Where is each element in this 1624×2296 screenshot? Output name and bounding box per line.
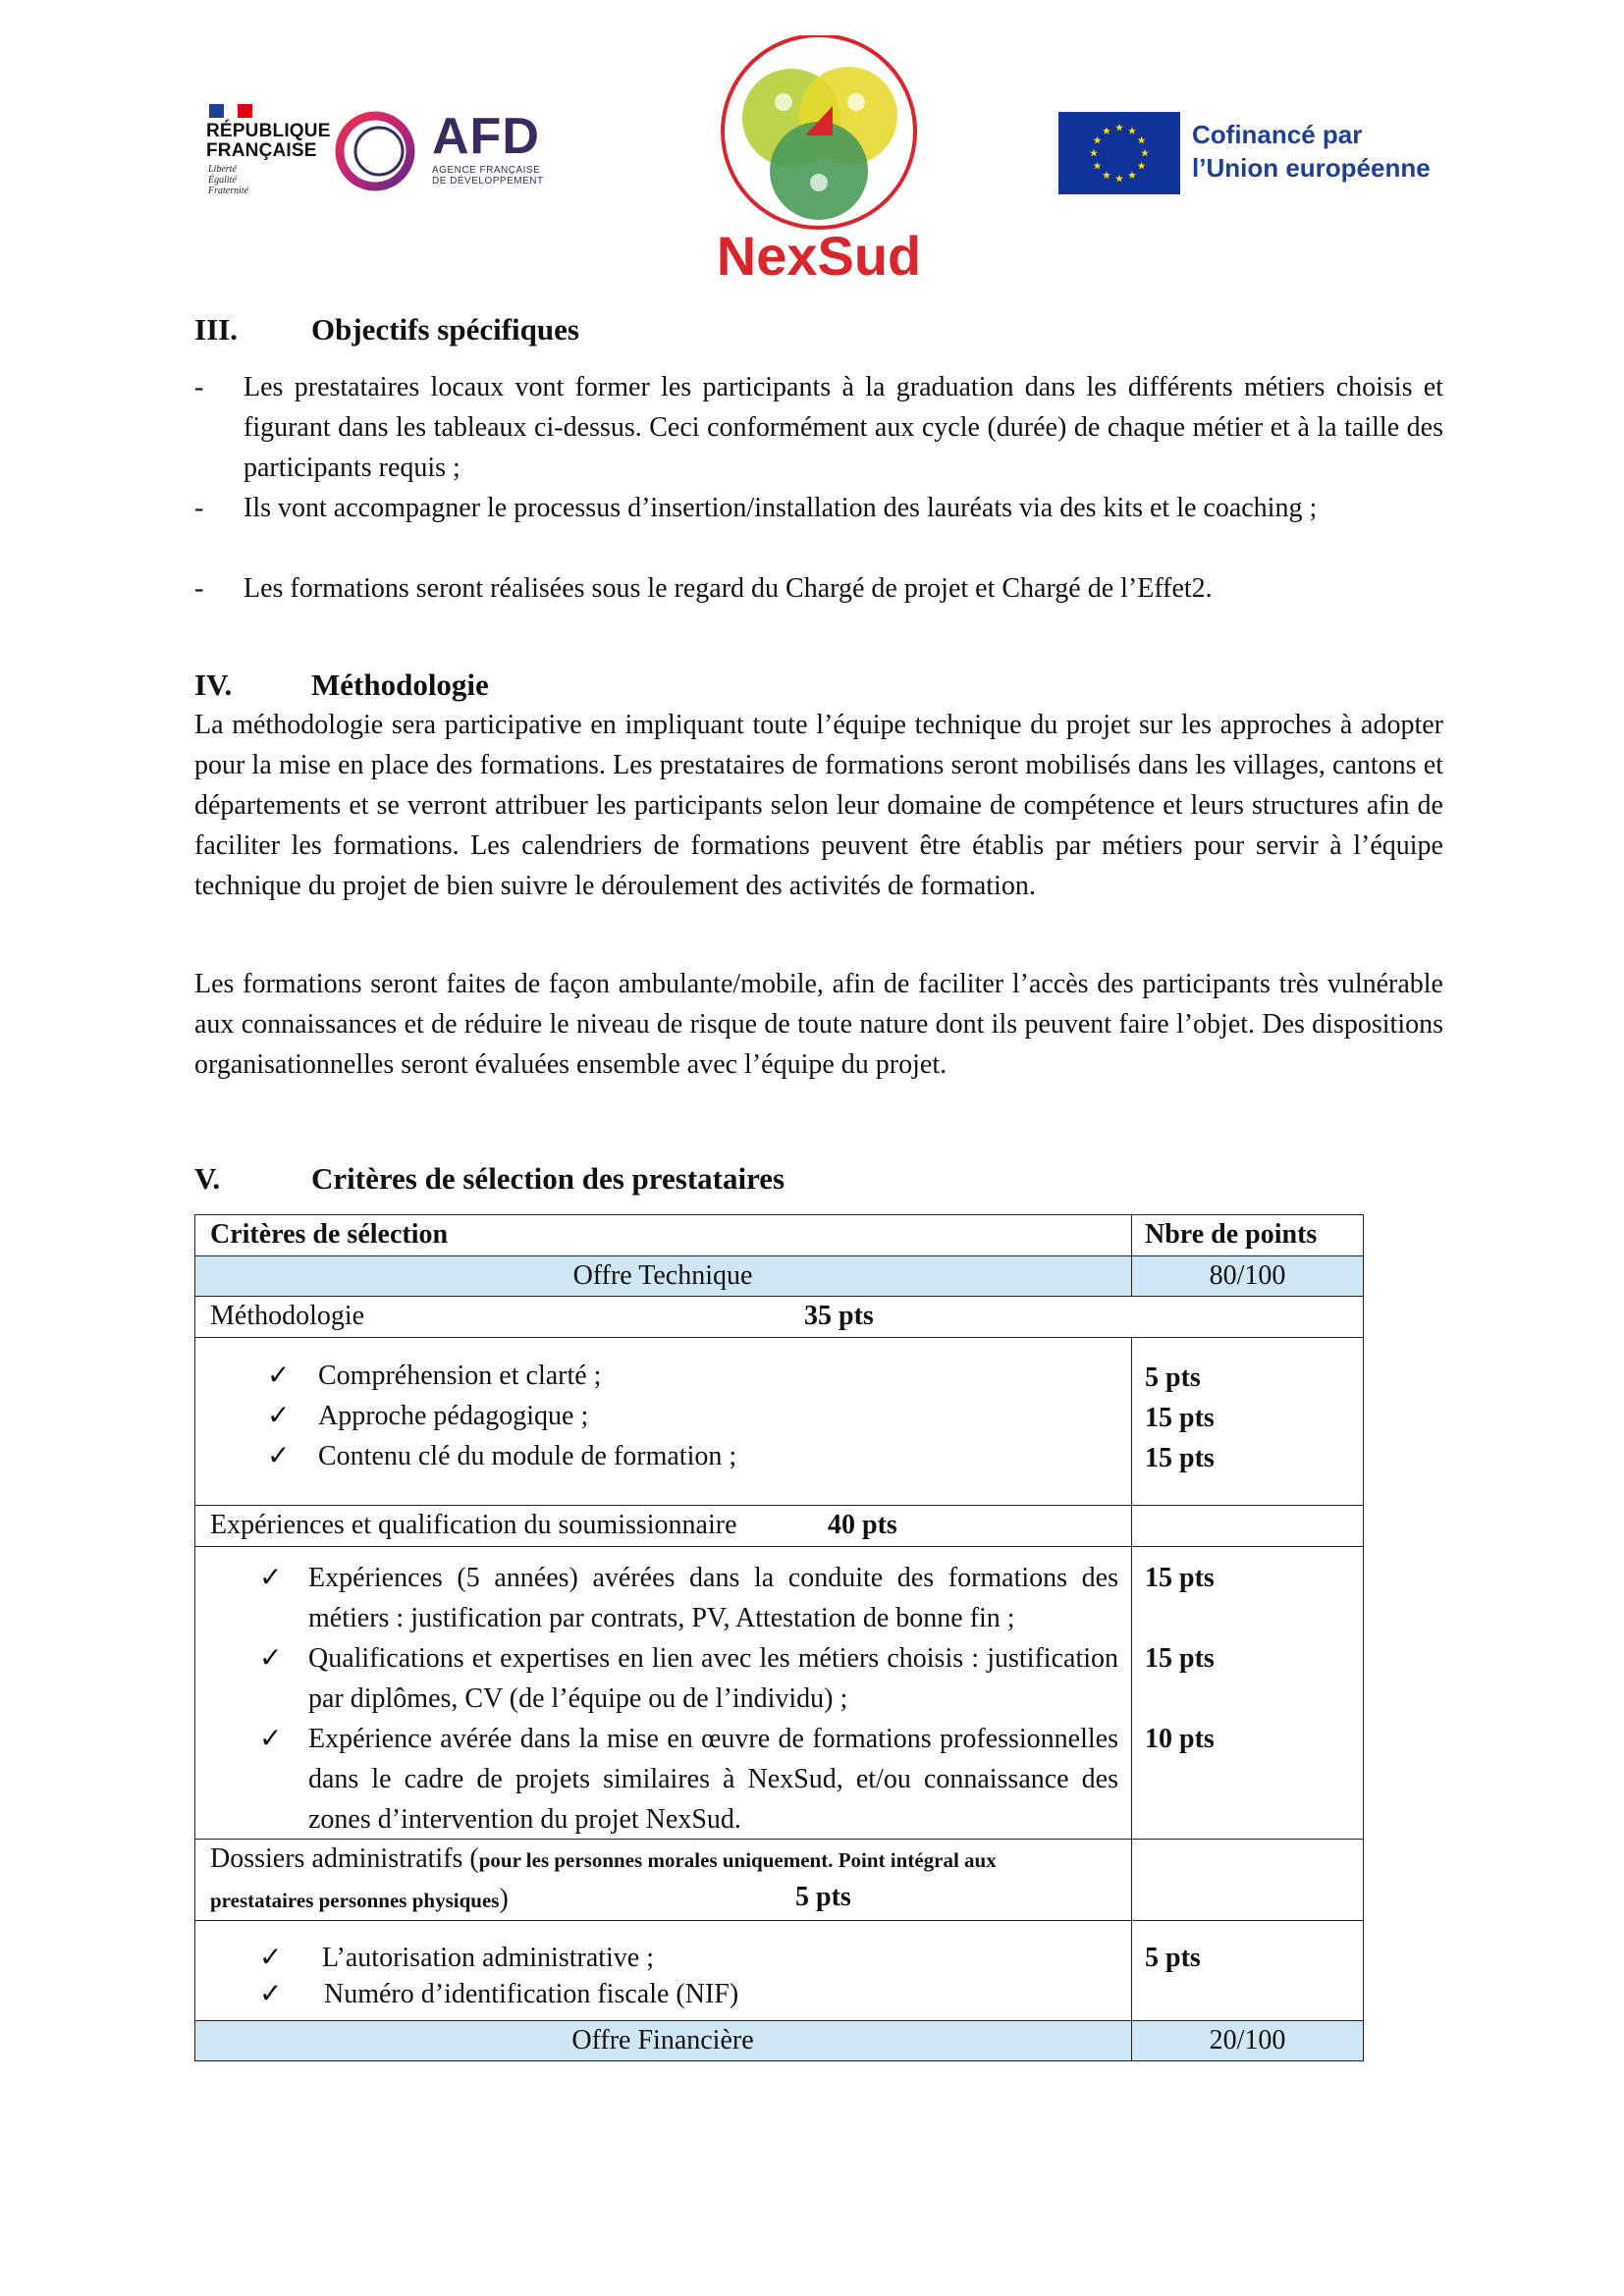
section-4-number: IV. <box>194 667 233 702</box>
dossiers-label <box>210 1840 1123 1920</box>
experiences-label: Expériences et qualification du soumissionnaire <box>210 1510 737 1540</box>
bullet-dash: - <box>194 573 204 604</box>
section-5-heading <box>194 1161 1176 1197</box>
svg-text:NexSud <box>717 225 922 283</box>
devise-fraternite: Fraternité <box>208 186 249 196</box>
check-icon: ✓ <box>259 1643 283 1674</box>
experiences-item: Qualifications et expertises en lien avec les métiers choisis : justification par diplômes, CV (de l’équipe ou de l’individu) ; <box>308 1643 1118 1714</box>
afd-subtitle <box>432 165 544 187</box>
check-icon: ✓ <box>267 1361 291 1391</box>
methodologie-item: Contenu clé du module de formation ; <box>318 1441 737 1471</box>
dossiers-points: 5 pts <box>795 1882 851 1912</box>
check-icon: ✓ <box>259 1943 283 1973</box>
offre-technique-points: 80/100 <box>1209 1260 1286 1291</box>
dossiers-close-paren: ) <box>499 1884 509 1914</box>
afd-logo-text: AFD <box>432 108 540 165</box>
section-4-paragraph: Les formations seront faites de façon ambulante/mobile, afin de faciliter l’accès des participants très vulnérable aux connaissances et de réduire le niveau de risque de toute nature dont ils peuvent faire l’objet. Des dispositions organisationnelles seront évaluées ensemble avec l’équipe du projet. <box>194 969 1443 1080</box>
rf-devise <box>208 164 248 196</box>
section-4-title: Méthodologie <box>311 667 489 702</box>
methodologie-label: Méthodologie <box>210 1301 365 1331</box>
methodologie-item: Approche pédagogique ; <box>318 1401 589 1431</box>
rf-line-2: FRANÇAISE <box>206 140 317 161</box>
offre-technique-label: Offre Technique <box>572 1260 753 1291</box>
republique-francaise-logo <box>206 122 331 161</box>
experiences-item: Expérience avérée dans la mise en œuvre de formations professionnelles dans le cadre de projets similaires à NexSud, et/ou connaissance des zones d’intervention du projet NexSud. <box>308 1724 1118 1835</box>
methodologie-item: Compréhension et clarté ; <box>318 1361 602 1391</box>
section-5-title: Critères de sélection des prestataires <box>311 1161 785 1196</box>
methodologie-points: 35 pts <box>804 1301 874 1331</box>
section-3-title: Objectifs spécifiques <box>311 312 579 347</box>
check-icon: ✓ <box>267 1441 291 1471</box>
nexsud-brand-nex: Nex <box>716 225 818 283</box>
experiences-item: Expériences (5 années) avérées dans la conduite des formations des métiers : justification par contrats, PV, Attestation de bonne fin ; <box>308 1563 1118 1633</box>
table-header-criteria: Critères de sélection <box>210 1219 449 1250</box>
bullet-text: Les formations seront réalisées sous le regard du Chargé de projet et Chargé de l’Effet2. <box>244 573 1213 604</box>
dossiers-item-points: 5 pts <box>1145 1943 1201 1973</box>
nexsud-brand-sud: Sud <box>817 225 922 283</box>
experiences-points: 40 pts <box>828 1510 897 1540</box>
bullet-text: Ils vont accompagner le processus d’insertion/installation des lauréats via des kits et le coaching ; <box>244 493 1318 523</box>
methodologie-item-points: 15 pts <box>1145 1403 1215 1433</box>
republique-francaise-flag <box>209 104 252 118</box>
eu-cofinance-text <box>1192 118 1431 185</box>
dossiers-item: L’autorisation administrative ; <box>322 1943 655 1973</box>
check-icon: ✓ <box>267 1401 291 1431</box>
experiences-item-points: 10 pts <box>1145 1724 1215 1754</box>
nexsud-logo <box>715 35 923 283</box>
methodologie-item-points: 5 pts <box>1145 1362 1201 1393</box>
section-3-number: III. <box>194 312 238 347</box>
bullet-text: Les prestataires locaux vont former les participants à la graduation dans les différents métiers choisis et figurant dans les tableaux ci-dessus. Ceci conformément aux cycle (durée) de chaque métier et à la taille des participants requis ; <box>244 372 1443 483</box>
check-icon: ✓ <box>259 1563 283 1593</box>
dossiers-label-text: Dossiers administratifs ( <box>210 1843 479 1874</box>
methodologie-item-points: 15 pts <box>1145 1443 1215 1473</box>
eu-text-line-1: Cofinancé par <box>1192 120 1363 149</box>
section-3-bullet <box>194 568 1443 609</box>
dossiers-item: Numéro d’identification fiscale (NIF) <box>324 1979 739 2009</box>
section-4-heading <box>194 667 1176 703</box>
afd-ring-icon <box>332 108 418 194</box>
selection-criteria-table <box>194 1214 1364 2060</box>
experiences-item-points: 15 pts <box>1145 1563 1215 1593</box>
afd-sub-line-1: AGENCE FRANÇAISE <box>432 165 541 176</box>
dossiers-note-line-1: pour les personnes morales uniquement. Point intégral aux <box>478 1848 997 1872</box>
offre-financiere-label: Offre Financière <box>571 2025 754 2056</box>
check-icon: ✓ <box>259 1724 283 1754</box>
section-5-number: V. <box>194 1161 221 1196</box>
check-icon: ✓ <box>259 1979 283 2009</box>
section-4-paragraph: La méthodologie sera participative en impliquant toute l’équipe technique du projet sur les approches à adopter pour la mise en place des formations. Les prestataires de formations seront mobilisés dans les villages, cantons et départements et se verront attribuer les participants selon leur domaine de compétence et leurs structures afin de faciliter les formations. Les calendriers de formations peuvent être établis par métiers pour servir à l’équipe technique du projet de bien suivre le déroulement des activités de formation. <box>194 710 1443 901</box>
eu-text-line-2: l’Union européenne <box>1192 153 1431 183</box>
eu-flag-icon <box>1058 112 1180 194</box>
section-3-bullet <box>194 367 1443 488</box>
afd-sub-line-2: DE DÉVELOPPEMENT <box>432 176 544 187</box>
experiences-item-points: 15 pts <box>1145 1643 1215 1674</box>
devise-egalite: Égalité <box>208 175 237 186</box>
rf-line-1: RÉPUBLIQUE <box>206 121 331 141</box>
bullet-dash: - <box>194 493 204 523</box>
table-header-points: Nbre de points <box>1145 1219 1318 1250</box>
dossiers-note-line-2: prestataires personnes physiques <box>210 1889 500 1912</box>
devise-liberte: Liberté <box>208 164 237 175</box>
section-3-heading <box>194 312 1176 347</box>
bullet-dash: - <box>194 372 204 402</box>
section-3-bullet <box>194 488 1443 528</box>
offre-financiere-points: 20/100 <box>1209 2025 1286 2056</box>
